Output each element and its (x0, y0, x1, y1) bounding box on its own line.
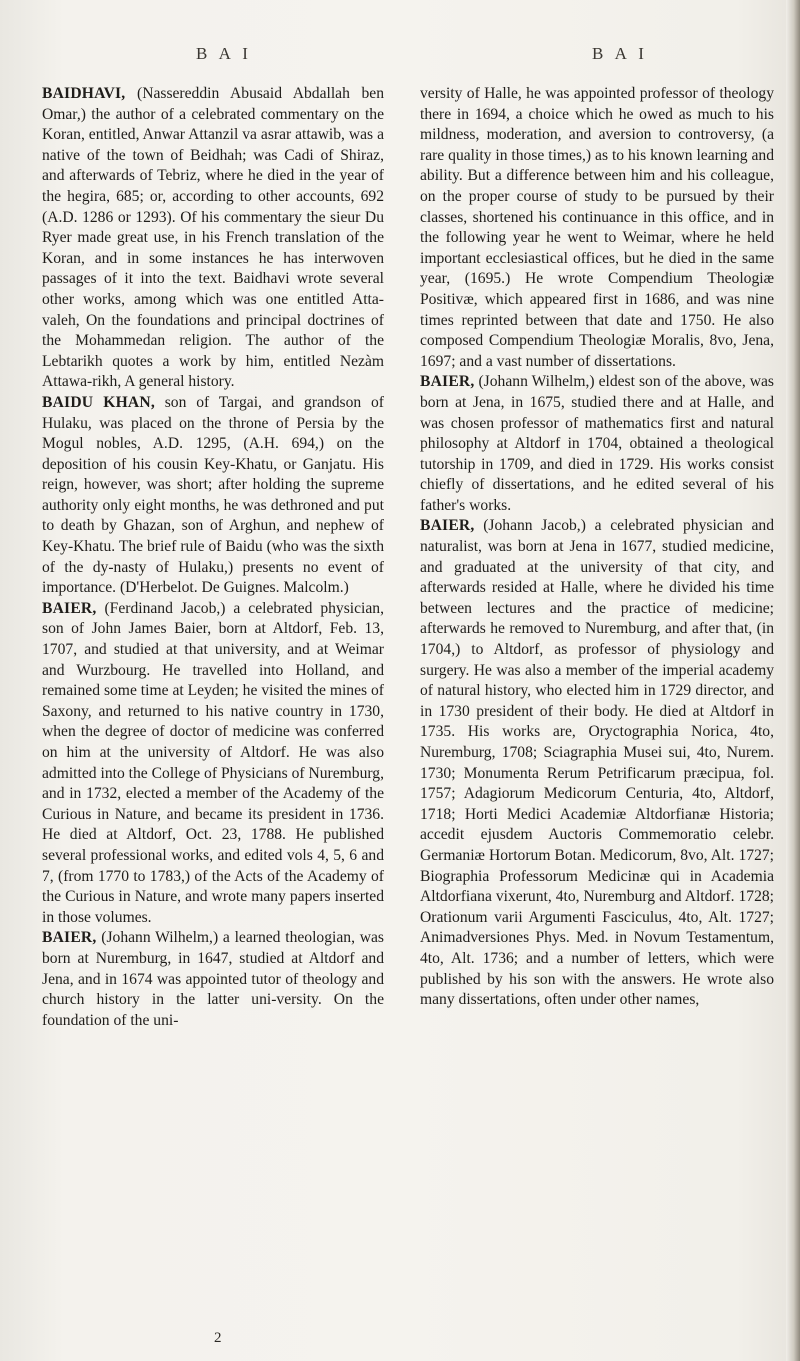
entry-text: (Nassereddin Abusaid Abdallah ben Omar,) the author of a celebrated commentary on the Koran, entitled, Anwar Attanzil va asrar attawib, was a native of the town of Beidhah; was Cadi of Shiraz, and afterwards of Tebriz, where he died in the year of the hegira, 685; or, according to other accounts, 692 (A.D. 1286 or 1293). Of his commentary the sieur Du Ryer made great use, in his French translation of the Koran, and in some instances he has interwoven passages of it into the text. Baidhavi wrote several other works, among which was one entitled Atta-valeh, On the foundations and principal doctrines of the Mohammedan religion. The author of the Lebtarikh quotes a work by him, entitled Nezàm Attawa-rikh, A general history. (42, 85, 384, 391)
entry-baidu-khan (42, 393, 384, 599)
page-number: 2 (214, 1330, 222, 1346)
headword: BAIER, (420, 373, 475, 391)
left-column (42, 84, 384, 1031)
entry-text: (Johann Wilhelm,) a learned theologian, was born at Nuremburg, in 1647, studied at Altdorf and Jena, and in 1674 was appointed tutor of theology and church history in the latter uni-versity. On the foundation of the uni- (42, 929, 384, 1029)
headword: BAIER, (42, 599, 97, 617)
headword: BAIDU KHAN, (42, 393, 155, 411)
page-edge (786, 0, 800, 1361)
entry-baier-ferdinand (42, 599, 384, 929)
running-head-right: B A I (592, 44, 648, 63)
entry-text: (Johann Jacob,) a celebrated physician and naturalist, was born at Jena in 1677, studied medicine, and graduated at the university of that city, and afterwards resided at Halle, where he divided his time between lectures and the practice of medicine; afterwards he removed to Nuremburg, and after that, (in 1704,) to Altdorf, as professor of physiology and surgery. He was also a member of the imperial academy of natural history, who elected him in 1729 director, and in 1730 president of their body. He died at Altdorf in 1735. His works are, Oryctographia Norica, 4to, Nuremburg, 1708; Sciagraphia Musei sui, 4to, Nurem. 1730; Monumenta Rerum Petrificarum præcipua, fol. 1757; Adagiorum Medicorum Centuria, 4to, Altdorf, 1718; Horti Medici Academiæ Altdorfianæ Historia; accedit ejusdem Auctoris Commemoratio celebr. Germaniæ Hortorum Botan. Medicorum, 8vo, Alt. 1727; Biographia Professorum Medicinæ qui in Academia Altdorfiana vixerunt, 4to, Nuremburg and Altdorf. 1728; Orationum varii Argumenti Fasciculus, 4to, Alt. 1727; Animadversiones Phys. Med. in Novum Testamentum, 4to, Alt. 1736; and a number of letters, which were published by his son with the answers. He wrote also many dissertations, often under other names, (420, 517, 774, 1009)
entry-baier-johann-wilhelm-son (420, 372, 774, 516)
entry-text: son of Targai, and grandson of Hulaku, was placed on the throne of Persia by the Mogul nobles, A.D. 1295, (A.H. 694,) on the deposition of his cousin Key-Khatu, or Ganjatu. His reign, however, was short; after holding the supreme authority only eight months, he was dethroned and put to death by Ghazan, son of Arghun, and nephew of Key-Khatu. The brief rule of Baidu (who was the sixth of the dy-nasty of Hulaku,) presents no event of importance. (D'Herbelot. De Guignes. Malcolm.) (42, 393, 384, 597)
right-column (420, 84, 774, 1011)
running-head-left: B A I (196, 44, 252, 63)
headword: BAIER, (42, 929, 97, 947)
entry-continuation (420, 84, 774, 372)
entry-baier-johann-jacob (420, 516, 774, 1010)
headword: BAIER, (420, 517, 475, 535)
entry-text: versity of Halle, he was appointed professor of theology there in 1694, a choice which he owed as much to his mildness, moderation, and aversion to controversy, (a rare quality in those times,) as to his known learning and ability. But a difference between him and his colleague, on the proper course of study to be pursued by their classes, shortened his continuance in this office, and in the following year he went to Weimar, where he held important ecclesiastical offices, but he died in the same year, (1695.) He wrote Compendium Theologiæ Positivæ, which appeared first in 1686, and was nine times reprinted between that date and 1750. He also composed Compendium Theologiæ Moralis, 8vo, Jena, 1697; and a vast number of dissertations. (420, 85, 774, 370)
headword: BAIDHAVI, (42, 85, 126, 102)
entry-baidhavi (42, 84, 384, 393)
entry-baier-johann-wilhelm (42, 928, 384, 1031)
entry-text: (Johann Wilhelm,) eldest son of the above, was born at Jena, in 1675, studied there and at Halle, and was chosen professor of mathematics first and natural philosophy at Altdorf in 1704, obtained a theological tutorship in 1709, and died in 1729. His works consist chiefly of dissertations, and he edited several of his father's works. (420, 373, 774, 514)
entry-text: (Ferdinand Jacob,) a celebrated physician, son of John James Baier, born at Altdorf, Feb. 13, 1707, and studied at that university, and at Weimar and Wurzbourg. He travelled into Holland, and remained some time at Leyden; he visited the mines of Saxony, and returned to his native country in 1730, when the degree of doctor of medicine was conferred on him at the university of Altdorf. He was also admitted into the College of Physicians of Nuremburg, and in 1732, elected a member of the Academy of the Curious in Nature, and became its president in 1736. He died at Altdorf, Oct. 23, 1788. He published several professional works, and edited vols 4, 5, 6 and 7, (from 1770 to 1783,) of the Acts of the Academy of the Curious in Nature, and wrote many papers inserted in those volumes. (42, 599, 384, 926)
